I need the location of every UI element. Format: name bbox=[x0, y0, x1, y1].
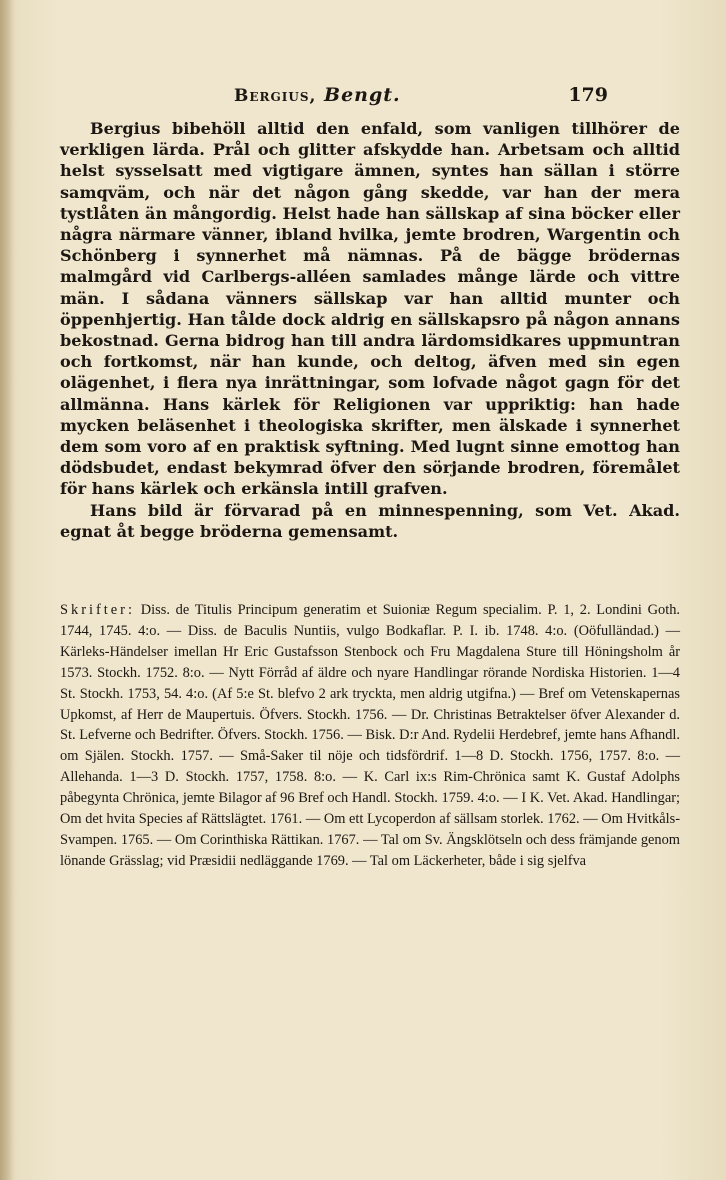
page-header bbox=[0, 84, 726, 112]
works-list bbox=[60, 600, 680, 872]
paragraph-portrait: Hans bild är förvarad på en minnespenning, som Vet. Akad. egnat åt begge bröderna gemensamt. bbox=[60, 500, 680, 541]
paragraph-character: Bergius bibehöll alltid den enfald, som vanligen tillhörer de verkligen lärda. Prål och glitter afskydde han. Arbetsam och alltid helst sysselsatt med vigtigare ämnen, syntes han sällan i större samqväm, och när det någon gång skedde, var han der mera tystlåten än mångordig. Helst hade han sällskap af sina böcker eller några närmare vänner, ibland hvilka, jemte brodren, Wargentin och Schönberg i synnerhet må nämnas. På de bägge brödernas malmgård vid Carlbergs-alléen samlades månge lärde och vittre män. I sådana vänners sällskap var han alltid munter och öppenhjertig. Han tålde dock aldrig en sällskapsro på någon annans bekostnad. Gerna bidrog han till andra lärdomsidkares uppmuntran och fortkomst, när han kunde, och deltog, äfven med sin egen olägenhet, i flera nya inrättningar, som lofvade något gagn för det allmänna. Hans kärlek för Religionen var uppriktig: han hade mycken beläsenhet i theologiska skrifter, men älskade i synnerhet dem som voro af en praktisk syftning. Med lugnt sinne emottog han dödsbudet, endast bekymrad öfver den sörjande brodren, föremålet för hans kärlek och erkänsla intill grafven. bbox=[60, 119, 680, 499]
running-head-given-name: Bengt. bbox=[324, 84, 401, 106]
page-number: 179 bbox=[568, 84, 608, 106]
running-head-name: Bergius, bbox=[234, 86, 317, 106]
binding-shadow bbox=[0, 0, 14, 1180]
running-head bbox=[234, 84, 401, 106]
works-text: Diss. de Titulis Principum generatim et Suioniæ Regum specialim. P. 1, 2. Londini Goth. 1744, 1745. 4:o. — Diss. de Baculis Nuntiis, vulgo Bodkaflar. P. I. ib. 1748. 4:o. (Oöfulländad.) — Kärleks-Händelser imellan Hr Eric Gustafsson Stenbock och Fru Magdalena Sture till Höningsholm år 1573. Stockh. 1752. 8:o. — Nytt Förråd af äldre och nyare Handlingar rörande Nordiska Historien. 1—4 St. Stockh. 1753, 54. 4:o. (Af 5:e St. blefvo 2 ark tryckta, men aldrig utgifna.) — Bref om Vetenskapernas Upkomst, af Herr de Maupertuis. Öfvers. Stockh. 1756. — Dr. Christinas Betraktelser öfver Alexander d. St. Lefverne och Bedrifter. Öfvers. Stockh. 1756. — Bisk. D:r And. Rydelii Herdebref, jemte hans Afhandl. om Själen. Stockh. 1757. — Små-Saker til nöje och tidsfördrif. 1—8 D. Stockh. 1756, 1757. 8:o. — Allehanda. 1—3 D. Stockh. 1757, 1758. 8:o. — K. Carl ix:s Rim-Chrönica samt K. Gustaf Adolphs påbegynta Chrönica, jemte Bilagor af 96 Bref och Handl. Stockh. 1759. 4:o. — I K. Vet. Akad. Handlingar; Om det hvita Species af Rättslägtet. 1761. — Om ett Lycoperdon af sällsam storlek. 1762. — Om Hvitkåls-Svampen. 1765. — Om Corinthiska Rättikan. 1767. — Tal om Sv. Ängsklötseln och dess främjande genom lönande Grässlag; vid Præsidii nedläggande 1769. — Tal om Läckerheter, både i sig sjelfva bbox=[60, 602, 680, 869]
works-label: Skrifter: bbox=[60, 602, 135, 618]
biography-text bbox=[60, 118, 680, 542]
